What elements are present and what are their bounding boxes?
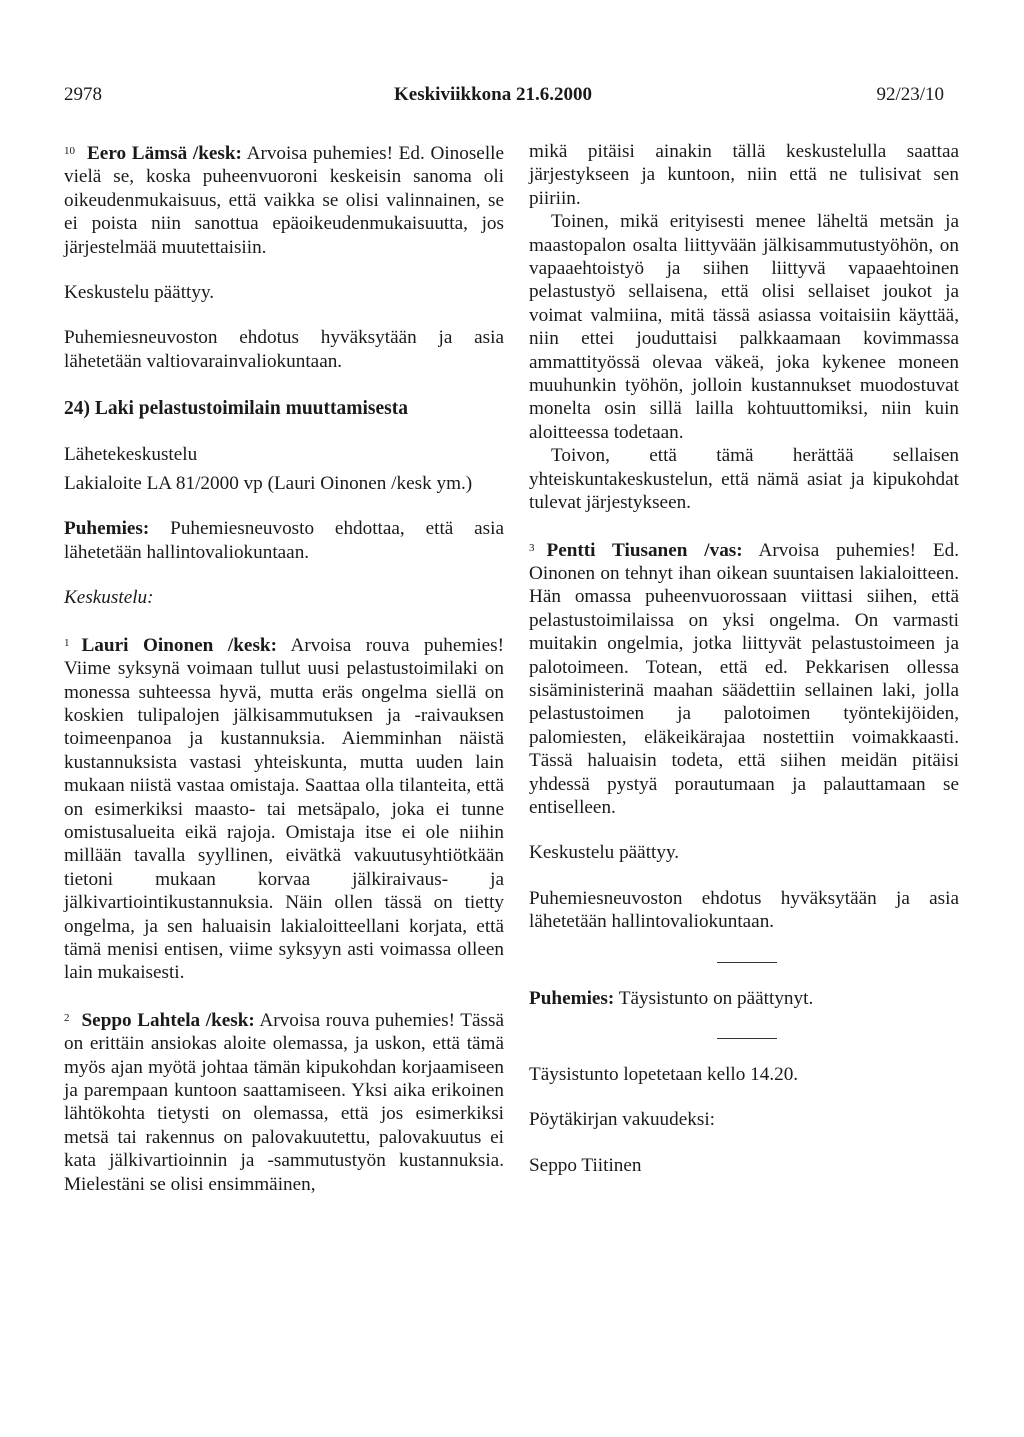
speech-paragraph: Toinen, mikä erityisesti menee läheltä metsän ja maastopalon osalta liittyvään jälkisammutustyöhön, on vapaaehtoistyö ja siihen liittyvä vapaaehtoinen pelastustyö sellaisena, että olisi sellaiset joukot ja voimat valmiina, mitä tässä asiassa voitaisiin käyttää, niin ettei jouduttaisi palkkaamaan kovimmassa ammattityössä olevaa väkeä, joka kykenee moneen muuhunkin työhön, jolloin kustannukset muodostuvat monelta osin sillä lailla kohtuuttomiksi, niin kuin aloitteessa todetaan. (529, 211, 959, 443)
closing-time: Täysistunto lopetetaan kello 14.20. (529, 1064, 799, 1085)
record-number: 92/23/10 (876, 84, 944, 105)
speech-1 (64, 632, 504, 985)
chair-text: Täysistunto on päättynyt. (618, 987, 814, 1009)
right-column (529, 140, 959, 1177)
referral-label: Lähetekeskustelu (64, 443, 198, 465)
speech-number: 1 (64, 636, 70, 649)
divider (717, 1038, 777, 1039)
signer-name: Seppo Tiitinen (529, 1154, 642, 1176)
debate-closed: Keskustelu päättyy. (529, 842, 680, 864)
minutes-label: Pöytäkirjan vakuudeksi: (529, 1109, 715, 1131)
page-number: 2978 (64, 84, 102, 105)
speech-number: 2 (64, 1011, 70, 1024)
speech-text: Arvoisa rouva puhemies! Tässä on erittäin ansiokas aloite olemassa, ja uskon, että tämä myös ajan myötä johtaa tämän kipukohdan korjaamiseen ja parempaan kuntoon saattamiseen. Yksi aika erikoinen lähtökohta tietysti on olemassa, että jos esimerkiksi metsä tai rakennus on palovakuutettu, palovakuutus ei kata jälkivartioinnin ja -sammutustyön kustannuksia. Mielestäni se olisi ensimmäinen, (64, 1009, 504, 1195)
discussion-label: Keskustelu: (64, 587, 154, 609)
speech-continuation: mikä pitäisi ainakin tällä keskustelulla saattaa järjestykseen ja kuntoon, niin että ne tulisivat sen piiriin. (529, 141, 959, 209)
speech-10 (64, 140, 504, 259)
divider (717, 962, 777, 963)
speech-text: Arvoisa puhemies! Ed. Oinoselle vielä se, koska puheenvuoroni keskeisin sanoma oli oikeudenmukaisuus, että vaikka se olisi valinnainen, se ei poista niin sanottua epäoikeudenmukaisuutta, jos järjestelmää muutettaisiin. (64, 143, 504, 258)
left-column (64, 140, 504, 1196)
chair-text: Puhemiesneuvosto ehdottaa, että asia lähetetään hallintovaliokuntaan. (64, 518, 504, 563)
speaker-name: Lauri Oinonen /kesk: (81, 634, 277, 656)
decision-text: Puhemiesneuvoston ehdotus hyväksytään ja asia lähetetään valtiovarainvaliokuntaan. (64, 327, 504, 372)
speech-number: 3 (529, 541, 535, 554)
chair-label: Puhemies: (64, 518, 150, 540)
speaker-name: Eero Lämsä /kesk: (87, 143, 242, 164)
page-heading: Keskiviikkona 21.6.2000 (394, 84, 592, 105)
chair-label: Puhemies: (529, 987, 615, 1009)
chair-statement (529, 987, 959, 1010)
speech-text: Arvoisa rouva puhemies! Viime syksynä voimaan tullut uusi pelastustoimilaki on monessa suhteessa hyvä, mutta eräs ongelma siellä on koskien tulipalojen jälkisammutuksen ja -raivauksen toimeenpanoa ja kustannuksia. Aiemminhan näistä kustannuksista vastasi yhteiskunta, mutta uuden lain mukaan niistä vastaa omistaja. Saattaa olla tilanteita, että on esimerkiksi maasto- tai metsäpalo, joka ei tunne omistusalueita eikä rajoja. Omistaja itse ei ole niihin millään tavalla syyllinen, eivätkä vakuutusyhtiötkään tietoni mukaan korvaa jälkiraivaus- ja jälkivartiointikustannuksia. Näin ollen tässä on tietty ongelma, ja sen haluaisin lakialoitteellani korjata, että tämä menisi entisen, viime syksyyn asti voimassa olleen lain mukaisesti. (64, 634, 504, 984)
bill-reference: Lakialoite LA 81/2000 vp (Lauri Oinonen /kesk ym.) (64, 473, 473, 495)
speaker-name: Pentti Tiusanen /vas: (546, 539, 743, 561)
debate-closed: Keskustelu päättyy. (64, 282, 215, 304)
speech-text: Arvoisa puhemies! Ed. Oinonen on tehnyt ihan oikean suuntaisen lakialoitteen. Hän omassa puheenvuorossaan viittasi siihen, että pelastustoimilaissa on yksi ongelma. On varmasti muitakin ongelmia, jotka liittyvät pelastustoimeen ja palotoimeen. Totean, että ed. Pekkarisen ollessa sisäministerinä maahan säädettiin sellainen laki, jolla pelastustoimen ja palotoimen työntekijöiden, palomiesten, eläkeikärajaa nostettiin voimakkaasti. Tässä haluaisin todeta, että siihen meidän pitäisi yhdessä pystyä porautumaan ja palauttamaan se entiselleen. (529, 539, 959, 818)
speaker-name: Seppo Lahtela /kesk: (81, 1009, 255, 1031)
decision-text: Puhemiesneuvoston ehdotus hyväksytään ja asia lähetetään hallintovaliokuntaan. (529, 887, 959, 933)
speech-2 (64, 1007, 504, 1196)
page-header (64, 84, 944, 114)
speech-3 (529, 537, 959, 820)
speech-number: 10 (64, 145, 75, 157)
chair-statement (64, 517, 504, 564)
speech-paragraph: Toivon, että tämä herättää sellaisen yhteiskuntakeskustelun, että nämä asiat ja kipukohdat tulevat järjestykseen. (529, 445, 959, 514)
agenda-item-title: 24) Laki pelastustoimilain muuttamisesta (64, 398, 408, 420)
